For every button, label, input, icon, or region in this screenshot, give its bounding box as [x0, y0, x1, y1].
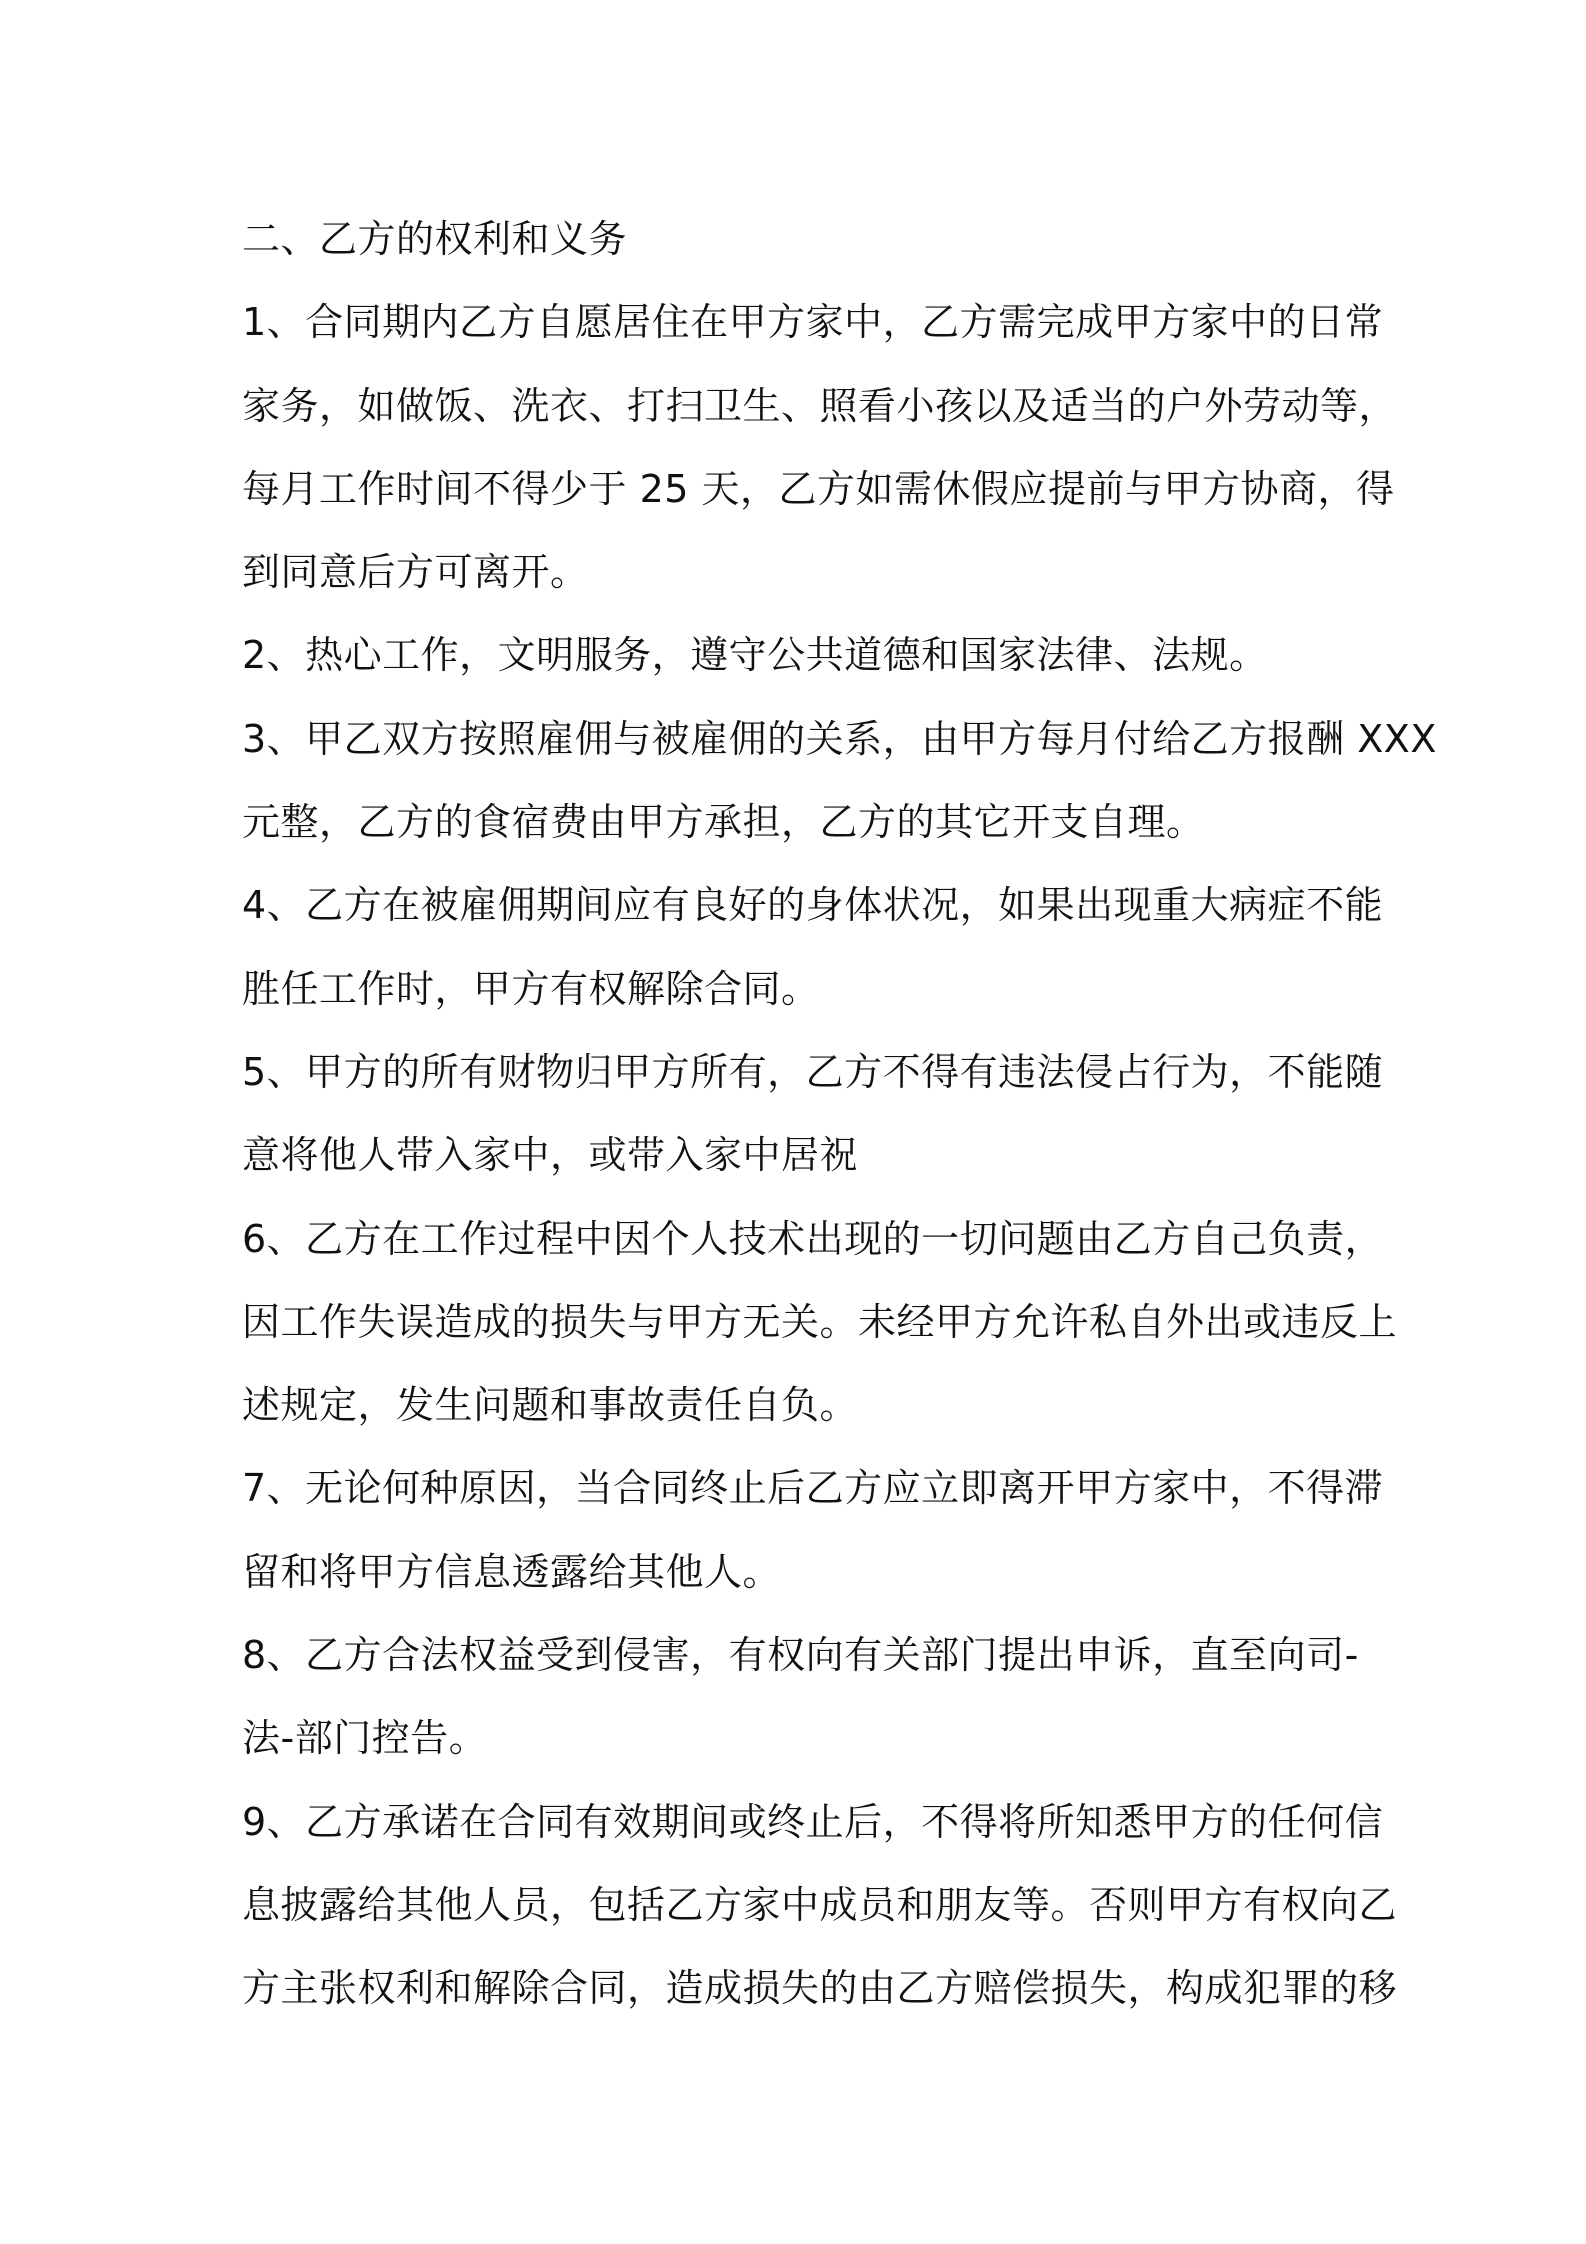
text-line: 2、热心工作，文明服务，遵守公共道德和国家法律、法规。 [242, 633, 1268, 678]
text-line: 4、乙方在被雇佣期间应有良好的身体状况，如果出现重大病症不能 [242, 883, 1384, 928]
document-body [242, 198, 1437, 2031]
paragraph-lines [242, 281, 1437, 2030]
text-line: 家务，如做饭、洗衣、打扫卫生、照看小孩以及适当的户外劳动等， [242, 383, 1398, 428]
text-line: 9、乙方承诺在合同有效期间或终止后，不得将所知悉甲方的任何信 [242, 1799, 1384, 1844]
text-line: 6、乙方在工作过程中因个人技术出现的一切问题由乙方自己负责， [242, 1216, 1384, 1261]
text-line: 到同意后方可离开。 [242, 550, 589, 595]
text-line: 7、无论何种原因，当合同终止后乙方应立即离开甲方家中，不得滞 [242, 1466, 1384, 1511]
section-heading: 二、乙方的权利和义务 [242, 217, 628, 261]
text-line: 方主张权利和解除合同，造成损失的由乙方赔偿损失，构成犯罪的移 [242, 1966, 1398, 2011]
text-line: 元整，乙方的食宿费由甲方承担，乙方的其它开支自理。 [242, 800, 1205, 845]
text-line: 述规定，发生问题和事故责任自负。 [242, 1383, 859, 1428]
text-line: 意将他人带入家中，或带入家中居祝 [242, 1133, 859, 1178]
text-line: 每月工作时间不得少于 25 天，乙方如需休假应提前与甲方协商，得 [242, 466, 1395, 511]
text-line: 息披露给其他人员，包括乙方家中成员和朋友等。否则甲方有权向乙 [242, 1882, 1398, 1927]
text-line: 8、乙方合法权益受到侵害，有权向有关部门提出申诉，直至向司- [242, 1633, 1359, 1678]
text-line: 5、甲方的所有财物归甲方所有，乙方不得有违法侵占行为，不能随 [242, 1049, 1384, 1094]
text-line: 1、合同期内乙方自愿居住在甲方家中，乙方需完成甲方家中的日常 [242, 300, 1384, 345]
text-line: 因工作失误造成的损失与甲方无关。未经甲方允许私自外出或违反上 [242, 1299, 1398, 1344]
text-line: 留和将甲方信息透露给其他人。 [242, 1549, 782, 1594]
text-line: 3、甲乙双方按照雇佣与被雇佣的关系，由甲方每月付给乙方报酬 XXX [242, 716, 1437, 761]
text-line: 胜任工作时，甲方有权解除合同。 [242, 966, 820, 1011]
text-line: 法-部门控告。 [242, 1716, 488, 1761]
